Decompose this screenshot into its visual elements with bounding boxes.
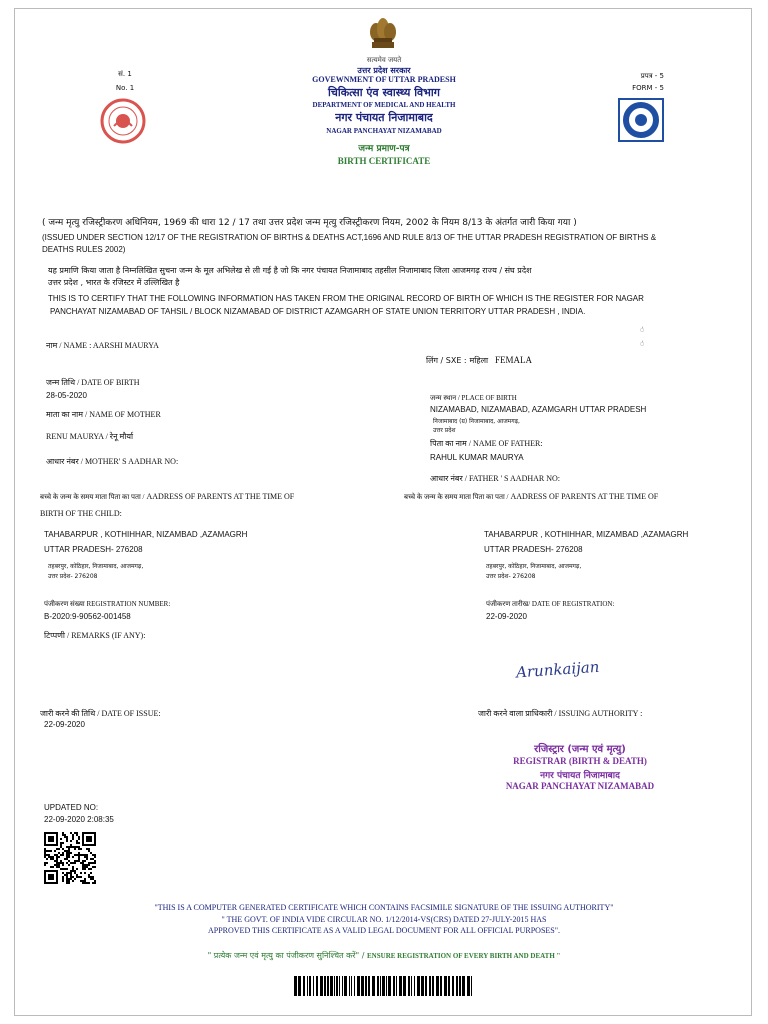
- govt-name-hindi: उत्तर प्रदेश सरकार: [357, 66, 411, 75]
- address-label-left-cont: BIRTH OF THE CHILD:: [40, 509, 122, 518]
- address-label-left-hindi: बच्चे के जन्म के समय माता पिता का पता /: [40, 493, 145, 501]
- govt-name-english: GOVEWNMENT OF UTTAR PRADESH: [312, 75, 456, 84]
- department-english: DEPARTMENT OF MEDICAL AND HEALTH: [312, 101, 456, 109]
- address-right-line-1: TAHABARPUR , KOTHIHHAR, MIZAMBAD ,AZAMAGRH: [484, 530, 689, 539]
- issuing-authority-label: जारी करने वाला प्राधिकारी / ISSUING AUTHORITY :: [478, 709, 643, 718]
- address-label-right-english: AADRESS OF PARENTS AT THE TIME OF: [510, 492, 659, 501]
- certify-text-hindi-1: यह प्रमाणि किया जाता है निम्नलिखित सुचना जन्म के मूल अभिलेख से ली गई है जो कि नगर पंचायत निजामाबाद तहसील निजामाबाद जिला आजमगढ़ राज्य / संघ प्रदेश: [48, 266, 532, 275]
- certify-text-english-2: PANCHAYAT NIZAMABAD OF TAHSIL / BLOCK NIZAMABAD OF DISTRICT AZAMGARH OF STATE UNION TERRITORY UTTAR PRADESH , INDIA.: [50, 307, 586, 316]
- father-name-value: RAHUL KUMAR MAURYA: [430, 453, 524, 462]
- updated-value: 22-09-2020 2:08:35: [44, 815, 114, 824]
- local-body-english: NAGAR PANCHAYAT NIZAMABAD: [326, 127, 442, 135]
- mother-name-value: [46, 431, 133, 442]
- act-reference-english-2: DEATHS RULES 2002): [42, 245, 126, 254]
- slogan-hindi: " प्रत्येक जन्म एवं मृत्यु का पंजीकरण सुनिश्चित करें" /: [207, 951, 365, 960]
- address-label-left-english: AADRESS OF PARENTS AT THE TIME OF: [146, 492, 295, 501]
- registrar-title-english: REGISTRAR (BIRTH & DEATH): [513, 756, 647, 766]
- address-left-line-1: TAHABARPUR , KOTHIHHAR, NIZAMBAD ,AZAMAGRH: [44, 530, 248, 539]
- marginal-mark-1: ं: [640, 326, 645, 334]
- dob-value: 28-05-2020: [46, 391, 87, 400]
- sex-label: लिंग / SXE :: [426, 356, 467, 365]
- address-right-hindi-2: उत्तर प्रदेश- 276208: [486, 573, 536, 580]
- act-reference-english-1: (ISSUED UNDER SECTION 12/17 OF THE REGISTRATION OF BIRTHS & DEATHS ACT,1696 AND RULE 8/13 OF THE UTTAR PRADESH REGISTRATION OF BIRTHS &: [42, 233, 657, 242]
- mother-name-english: RENU MAURYA /: [46, 432, 108, 441]
- certificate-title-hindi: जन्म प्रमाण-पत्र: [358, 144, 410, 154]
- footer-slogan: [60, 950, 708, 961]
- national-emblem-icon: [362, 14, 404, 56]
- child-name: नाम / NAME : AARSHI MAURYA: [46, 341, 159, 350]
- emblem-caption: सत्यमेव जयते: [366, 56, 402, 64]
- form-number-hindi: प्रपत्र - 5: [640, 72, 664, 80]
- address-label-right: [404, 492, 658, 502]
- issue-date-label: जारी करने की तिथि / DATE OF ISSUE:: [40, 709, 161, 718]
- address-left-hindi-1: तहबरपुर, कोठिहार, निजामाबाद, आजमगढ़,: [48, 563, 144, 570]
- address-left-hindi-2: उत्तर प्रदेश- 276208: [48, 573, 98, 580]
- registrar-signature: [516, 650, 616, 690]
- address-label-left: [40, 492, 294, 502]
- mother-name-hindi: रेनू मौर्या: [109, 432, 134, 441]
- registrar-body-hindi: नगर पंचायत निजामाबाद: [540, 771, 620, 781]
- mother-aadhar-label: आधार नंबर / MOTHER' S AADHAR NO:: [46, 457, 179, 466]
- address-right-hindi-1: तहबरपुर, कोठिहार, निजामाबाद, आजमगढ़,: [486, 563, 582, 570]
- footer-legal-document: APPROVED THIS CERTIFICATE AS A VALID LEGAL DOCUMENT FOR ALL OFFICIAL PURPOSES".: [207, 926, 561, 935]
- pob-hindi-2: उत्तर प्रदेश: [433, 427, 456, 434]
- father-aadhar-label: आधार नंबर / FATHER ' S AADHAR NO:: [430, 474, 561, 483]
- serial-number-english: No. 1: [115, 84, 135, 92]
- registration-number-value: B-2020:9-90562-001458: [44, 612, 131, 621]
- address-left-line-2: UTTAR PRADESH- 276208: [44, 545, 143, 554]
- pob-hindi-1: निजामाबाद (ग्र) निजामाबाद, आजमगढ़,: [433, 418, 520, 425]
- address-label-right-hindi: बच्चे के जन्म के समय माता पिता का पता /: [404, 493, 509, 501]
- remarks-label: टिप्पणी / REMARKS (IF ANY):: [44, 631, 146, 640]
- certify-text-hindi-2: उत्तर प्रदेश , भारत के रजिस्टर में उल्लिखित है: [48, 278, 180, 287]
- local-body-hindi: नगर पंचायत निजामाबाद: [335, 111, 433, 124]
- up-government-seal-icon: [100, 98, 146, 144]
- registration-date-label: पंजीकरण तारीख/ DATE OF REGISTRATION:: [486, 600, 615, 608]
- serial-number-hindi: सं. 1: [118, 70, 132, 78]
- form-number-english: FORM - 5: [632, 84, 664, 92]
- footer-computer-generated: "THIS IS A COMPUTER GENERATED CERTIFICATE WHICH CONTAINS FACSIMILE SIGNATURE OF THE ISSUING AUTHORITY": [154, 903, 614, 912]
- qr-code-icon: [44, 832, 96, 884]
- department-hindi: चिकित्सा एंव स्वास्थ्य विभाग: [328, 86, 440, 99]
- dob-label: जन्म तिथि / DATE OF BIRTH: [46, 378, 140, 387]
- marginal-mark-2: ं: [640, 340, 645, 348]
- registrar-title-hindi: रजिस्ट्रार (जन्म एवं मृत्यु): [534, 744, 626, 755]
- certificate-title-english: BIRTH CERTIFICATE: [337, 156, 431, 166]
- mother-name-label: माता का नाम / NAME OF MOTHER: [46, 410, 161, 419]
- sex-value-english: FEMALA: [495, 355, 533, 365]
- registration-number-label: पंजीकरण संख्या REGISTRATION NUMBER:: [44, 600, 171, 608]
- slogan-english: ENSURE REGISTRATION OF EVERY BIRTH AND DEATH ": [367, 952, 561, 960]
- issue-date-value: 22-09-2020: [44, 720, 85, 729]
- father-name-label: पिता का नाम / NAME OF FATHER:: [430, 439, 543, 448]
- registration-date-value: 22-09-2020: [486, 612, 527, 621]
- pob-value: NIZAMABAD, NIZAMABAD, AZAMGARH UTTAR PRADESH: [430, 405, 647, 414]
- sex-value-hindi: महिला: [469, 356, 489, 365]
- signature-text: Arunkaijan: [515, 657, 600, 682]
- address-right-line-2: UTTAR PRADESH- 276208: [484, 545, 583, 554]
- footer-circular: " THE GOVT. OF INDIA VIDE CIRCULAR NO. 1/12/2014-VS(CRS) DATED 27-JULY-2015 HAS: [221, 915, 547, 924]
- barcode-icon: [294, 976, 474, 996]
- updated-label: UPDATED NO:: [44, 803, 99, 812]
- registrar-body-english: NAGAR PANCHAYAT NIZAMABAD: [505, 781, 655, 791]
- pob-label: जन्म स्थान / PLACE OF BIRTH: [430, 394, 517, 402]
- crs-logo-icon: [618, 98, 664, 142]
- act-reference-hindi: ( जन्म मृत्यु रजिस्ट्रीकरण अधिनियम, 1969 की धारा 12 / 17 तथा उत्तर प्रदेश जन्म मृत्यु रजिस्ट्रीकरण नियम, 2002 के नियम 8/13 के अंतर्गत जारी किया गया ): [42, 218, 577, 228]
- sex-field: [426, 355, 532, 366]
- certify-text-english-1: THIS IS TO CERTIFY THAT THE FOLLOWING INFORMATION HAS TAKEN FROM THE ORIGINAL RECORD OF BIRTH OF WHICH IS THE REGISTER FOR NAGAR: [48, 294, 644, 303]
